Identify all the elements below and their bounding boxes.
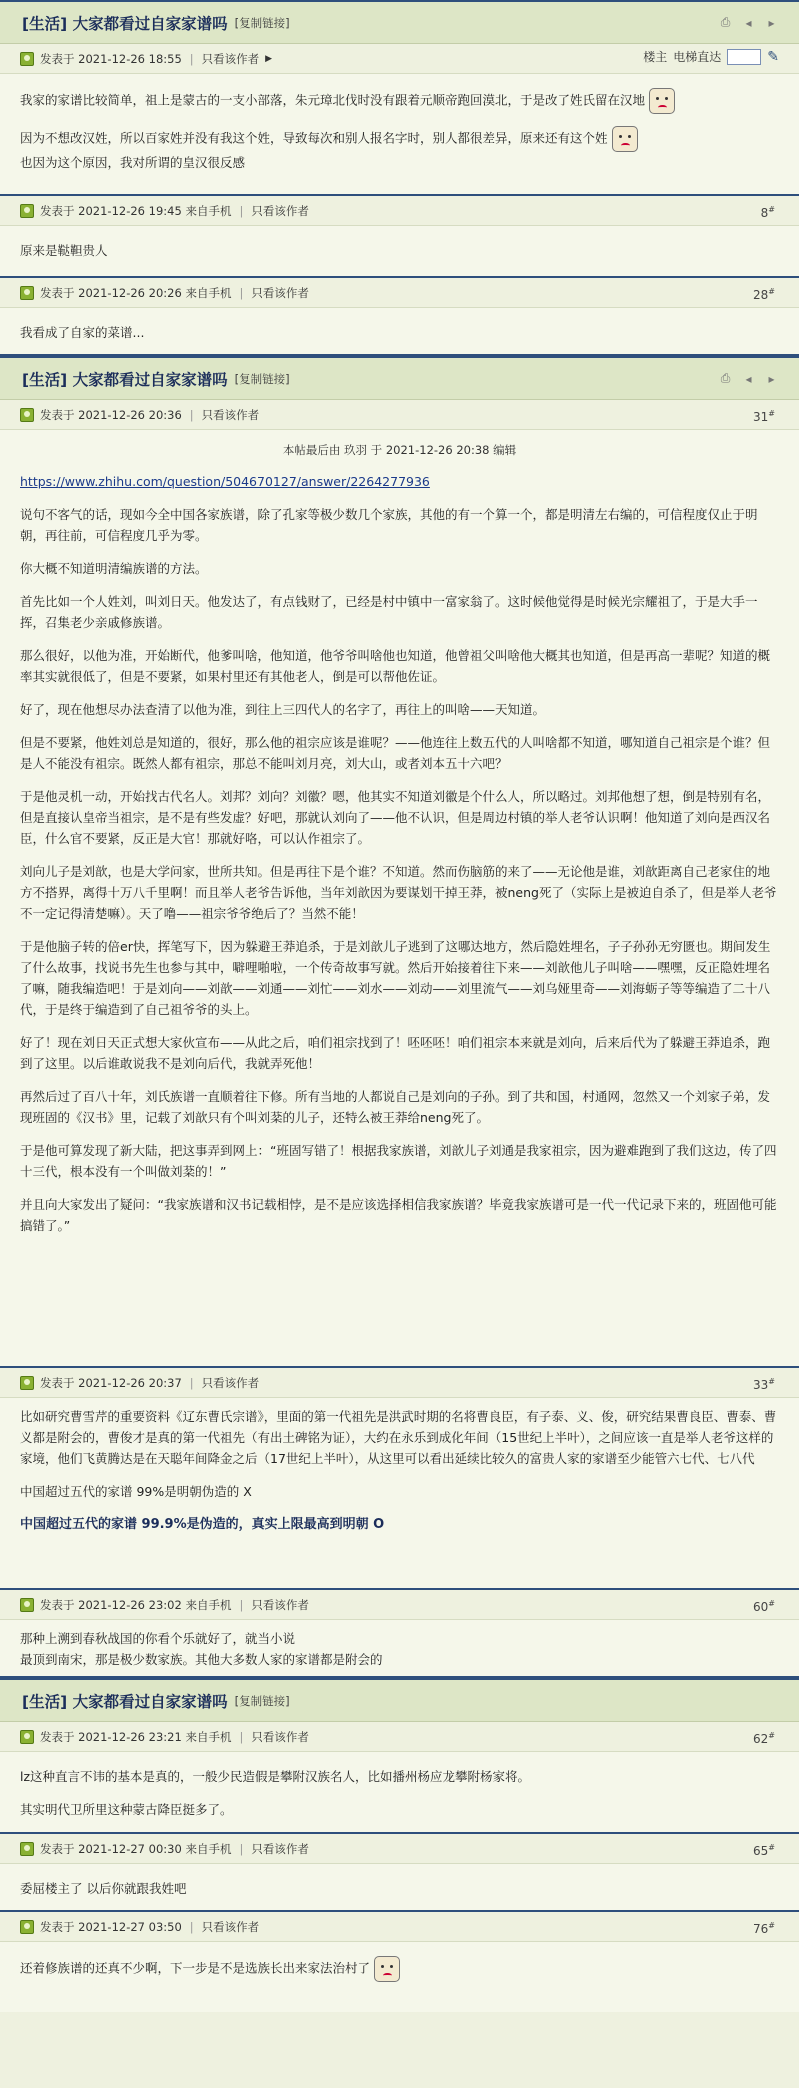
user-online-icon: [20, 1920, 34, 1934]
floor-number[interactable]: 8#: [760, 205, 775, 220]
post-floor-62: [0, 1722, 799, 1834]
only-author-link[interactable]: 只看该作者: [201, 1375, 260, 1390]
post-floor-8: [0, 196, 799, 278]
post-floor-1: [0, 44, 799, 196]
floor-number[interactable]: 62#: [753, 1731, 775, 1746]
post-floor-60: [0, 1590, 799, 1678]
floor-label: 楼主: [643, 50, 668, 64]
post-body: [0, 308, 799, 355]
prev-thread-icon[interactable]: ◂: [745, 371, 752, 386]
thread-section-2: [0, 356, 799, 1678]
post-text: 因为不想改汉姓，所以百家姓并没有我这个姓，导致每次和别人报名字时，别人都很差异，原来还有这个姓: [20, 130, 608, 146]
shocked-face-icon: [612, 126, 638, 152]
post-meta: 发表于 2021-12-26 19:45 来自手机 | 只看该作者 8#: [0, 196, 799, 226]
post-date: 发表于 2021-12-26 23:21 来自手机: [40, 1729, 232, 1744]
post-text: lz这种直言不讳的基本是真的，一般少民造假是攀附汉族名人，比如播州杨应龙攀附杨家将。: [20, 1769, 531, 1784]
sweat-face-icon: [374, 1956, 400, 1982]
post-date: 发表于 2021-12-27 03:50: [40, 1919, 182, 1934]
post-floor-28: [0, 278, 799, 356]
post-text: 但是不要紧，他姓刘总是知道的，很好，那么他的祖宗应该是谁呢？——他连往上数五代的人叫啥都不知道，哪知道自己祖宗是个谁？但是人不能没有祖宗。既然人都有祖宗，那总不能叫刘月亮，刘大山，或者刘本五十六吧？: [20, 735, 771, 771]
thread-tools: [718, 15, 779, 30]
post-text: 并且向大家发出了疑问：“我家族谱和汉书记载相悖，是不是应该选择相信我家族谱？毕竟我家族谱可是一代一代记录下来的，班固他可能搞错了。”: [20, 1197, 777, 1233]
zhihu-link[interactable]: https://www.zhihu.com/question/504670127/answer/2264277936: [20, 474, 430, 489]
thread-header: [0, 358, 799, 400]
post-body: [0, 1398, 799, 1547]
post-text: 我家的家谱比较简单，祖上是蒙古的一支小部落，朱元璋北伐时没有跟着元顺帝跑回漠北，于是改了姓氏留在汉地: [20, 92, 646, 108]
post-text: 其实明代卫所里这种蒙古降臣挺多了。: [20, 1802, 233, 1817]
post-text: 那么很好，以他为准，开始断代，他爹叫啥，他知道，他爷爷叫啥他也知道，他曾祖父叫啥他大概其也知道，但是再高一辈呢？知道的概率其实就很低了，但是不要紧，如果村里还有其他老人，倒是可以帮他佐证。: [20, 648, 771, 684]
post-text: 于是他可算发现了新大陆，把这事弄到网上：“班固写错了！根据我家族谱，刘歆儿子刘通是我家祖宗，因为避难跑到了我们这边，传了四十三代，根本没有一个叫做刘棻的！”: [20, 1143, 777, 1179]
edit-note: 本帖最后由 玖羽 于 2021-12-26 20:38 编辑: [282, 443, 517, 457]
prev-thread-icon[interactable]: ◂: [745, 15, 752, 30]
only-author-link[interactable]: 只看该作者: [251, 1841, 309, 1856]
post-text: 比如研究曹雪芹的重要资料《辽东曹氏宗谱》，里面的第一代祖先是洪武时期的名将曹良臣，有子泰、义、俊，研究结果曹良臣、曹泰、曹义都是附会的，曹俊才是真的第一代祖先（有出土碑铭为证），大约在永乐到成化年间（15世纪上半叶），之间应该一直是举人老爷这样的家境，他们飞黄腾达是在天聪年间降金之后（17世纪上半叶），从这里可以看出延续比较久的富贵人家的家谱至少能管六七代、七八代: [20, 1409, 777, 1466]
floor-number[interactable]: 65#: [753, 1843, 775, 1858]
post-body: [0, 74, 799, 185]
post-text: 中国超过五代的家谱 99%是明朝伪造的 X: [20, 1484, 252, 1499]
floor-tools: [643, 48, 779, 65]
post-text: 我看成了自家的菜谱...: [20, 325, 145, 340]
thread-title[interactable]: [生活] 大家都看过自家家谱吗: [22, 1692, 228, 1711]
post-meta: 发表于 2021-12-27 03:50 | 只看该作者 76#: [0, 1912, 799, 1942]
only-author-link[interactable]: 只看该作者: [251, 1729, 309, 1744]
post-text: 刘向儿子是刘歆，也是大学问家，世所共知。但是再往下是个谁？不知道。然而伤脑筋的来了——无论他是谁，刘歆距离自己老家住的地方不搭界，离得十万八千里啊！而且举人老爷告诉他，当年刘歆因为要谋划干掉王莽，被neng死了（实际上是被迫自杀了，但是举人老爷不一定记得清楚嘛）。天了噜——祖宗爷爷绝后了？当然不能！: [20, 864, 777, 921]
thread-tools: [718, 371, 779, 386]
post-floor-33: [0, 1368, 799, 1590]
print-icon[interactable]: ⎙: [720, 15, 731, 29]
pen-icon[interactable]: ✎: [767, 48, 779, 65]
post-text: 好了，现在他想尽办法查清了以他为准，到往上三四代人的名字了，再往上的叫啥——天知道。: [20, 702, 546, 717]
jump-floor-input[interactable]: [727, 49, 761, 65]
thread-header: [0, 1680, 799, 1722]
floor-number[interactable]: 31#: [753, 409, 775, 424]
floor-number[interactable]: 28#: [753, 287, 775, 302]
post-text: 原来是鞑靼贵人: [20, 243, 108, 258]
post-text: 好了！现在刘日天正式想大家伙宣布——从此之后，咱们祖宗找到了！呸呸呸！咱们祖宗本来就是刘向，后来后代为了躲避王莽追杀，跑到了这里。以后谁敢说我不是刘向后代，我就弄死他！: [20, 1035, 771, 1071]
user-online-icon: [20, 408, 34, 422]
post-meta: 发表于 2021-12-26 20:36 | 只看该作者 31#: [0, 400, 799, 430]
user-online-icon: [20, 1730, 34, 1744]
play-arrow-icon[interactable]: ▶: [265, 53, 273, 64]
post-text: 你大概不知道明清编族谱的方法。: [20, 561, 208, 576]
post-body: [0, 430, 799, 1248]
post-floor-65: [0, 1834, 799, 1912]
post-text: 于是他脑子转的倍er快，挥笔写下，因为躲避王莽追杀，于是刘歆儿子逃到了这哪达地方，然后隐姓埋名，子子孙孙无穷匮也。期间发生了什么故事，找说书先生也参与其中，噼哩啪啦，一个传奇故事写就。然后开始接着往下来——刘歆他儿子叫啥——嘿嘿，反正隐姓埋名了嘛，随我编造吧！于是刘向——刘歆——刘通——刘忙——刘水——刘动——刘里流气——刘乌娅里奇——刘海蛎子等等编造了二十八代，于是终于编造到了自己祖爷爷的头上。: [20, 939, 771, 1017]
user-online-icon: [20, 286, 34, 300]
post-date: 发表于 2021-12-26 23:02 来自手机: [40, 1597, 232, 1612]
user-online-icon: [20, 204, 34, 218]
floor-number[interactable]: 33#: [753, 1377, 775, 1392]
post-text: 那种上溯到春秋战国的你看个乐就好了，就当小说: [20, 1631, 296, 1646]
only-author-link[interactable]: 只看该作者: [251, 1597, 309, 1612]
only-author-link[interactable]: 只看该作者: [201, 1919, 260, 1934]
copy-link-button[interactable]: [复制链接]: [234, 371, 290, 386]
post-text: 还着修族谱的还真不少啊，下一步是不是选族长出来家法治村了: [20, 1960, 371, 1976]
user-online-icon: [20, 52, 34, 66]
post-text: 说句不客气的话，现如今全中国各家族谱，除了孔家等极少数几个家族，其他的有一个算一个，都是明清左右编的，可信程度仅止于明朝，再往前，可信程度几乎为零。: [20, 507, 758, 543]
post-date: 发表于 2021-12-27 00:30 来自手机: [40, 1841, 232, 1856]
post-text: 委屈楼主了 以后你就跟我姓吧: [20, 1881, 187, 1896]
post-text: 也因为这个原因，我对所谓的皇汉很反感: [20, 155, 246, 170]
user-online-icon: [20, 1598, 34, 1612]
thread-title[interactable]: [生活] 大家都看过自家家谱吗: [22, 370, 228, 389]
post-body: [0, 1620, 799, 1682]
user-online-icon: [20, 1842, 34, 1856]
post-text: 最顶到南宋，那是极少数家族。其他大多数人家的家谱都是附会的: [20, 1652, 383, 1667]
post-body: [0, 1864, 799, 1911]
floor-number[interactable]: 60#: [753, 1599, 775, 1614]
user-online-icon: [20, 1376, 34, 1390]
post-floor-76: [0, 1912, 799, 2012]
post-body: [0, 1752, 799, 1832]
post-meta: 发表于 2021-12-26 18:55 | 只看该作者 ▶ 楼主 电梯直达 ✎: [0, 44, 799, 74]
print-icon[interactable]: ⎙: [720, 371, 731, 385]
post-text: 首先比如一个人姓刘，叫刘日天。他发达了，有点钱财了，已经是村中镇中一富家翁了。这时候他觉得是时候光宗耀祖了，于是大手一挥，召集老少亲戚修族谱。: [20, 594, 758, 630]
crying-face-icon: [649, 88, 675, 114]
post-date: 发表于 2021-12-26 20:37: [40, 1375, 182, 1390]
post-date: 发表于 2021-12-26 19:45 来自手机: [40, 203, 232, 218]
post-meta: 发表于 2021-12-26 23:02 来自手机 | 只看该作者 60#: [0, 1590, 799, 1620]
post-text: 于是他灵机一动，开始找古代名人。刘邦？刘向？刘徽？嗯，他其实不知道刘徽是个什么人，所以略过。刘邦他想了想，倒是特别有名，但是直接认皇帝当祖宗，是不是有些发虚？好吧，那就认刘向了——他不认识，但是周边村镇的举人老爷认识啊！他知道了刘向是西汉名臣，什么官不要紧，反正是大官！那就好咯，可以认作祖宗了。: [20, 789, 771, 846]
post-meta: 发表于 2021-12-26 20:37 | 只看该作者 33#: [0, 1368, 799, 1398]
post-date: 发表于 2021-12-26 20:36: [40, 407, 182, 422]
only-author-link[interactable]: 只看该作者: [201, 407, 260, 422]
post-date: 发表于 2021-12-26 18:55: [40, 51, 182, 66]
post-meta: 发表于 2021-12-27 00:30 来自手机 | 只看该作者 65#: [0, 1834, 799, 1864]
post-floor-31: [0, 400, 799, 1368]
only-author-link[interactable]: 只看该作者: [201, 51, 260, 66]
thread-header: [0, 2, 799, 44]
only-author-link[interactable]: 只看该作者: [251, 285, 309, 300]
post-emphasis: 中国超过五代的家谱 99.9%是伪造的，真实上限最高到明朝 O: [20, 1517, 385, 1532]
thread-section-3: [0, 1678, 799, 2012]
only-author-link[interactable]: 只看该作者: [251, 203, 309, 218]
post-body: [0, 226, 799, 273]
thread-section-1: [0, 0, 799, 356]
jump-label: 电梯直达: [673, 50, 722, 64]
post-text: 再然后过了百八十年，刘氏族谱一直顺着往下修。所有当地的人都说自己是刘向的子孙。到了共和国，村通网，忽然又一个刘家子弟，发现班固的《汉书》里，记载了刘歆只有个叫刘棻的儿子，还特么被王莽给neng死了。: [20, 1089, 771, 1125]
next-thread-icon[interactable]: ▸: [768, 371, 775, 386]
post-body: [0, 1942, 799, 1994]
post-meta: 发表于 2021-12-26 20:26 来自手机 | 只看该作者 28#: [0, 278, 799, 308]
post-date: 发表于 2021-12-26 20:26 来自手机: [40, 285, 232, 300]
copy-link-button[interactable]: [复制链接]: [234, 15, 290, 30]
thread-title[interactable]: [生活] 大家都看过自家家谱吗: [22, 14, 228, 33]
copy-link-button[interactable]: [复制链接]: [234, 1693, 290, 1708]
next-thread-icon[interactable]: ▸: [768, 15, 775, 30]
post-meta: 发表于 2021-12-26 23:21 来自手机 | 只看该作者 62#: [0, 1722, 799, 1752]
floor-number[interactable]: 76#: [753, 1921, 775, 1936]
